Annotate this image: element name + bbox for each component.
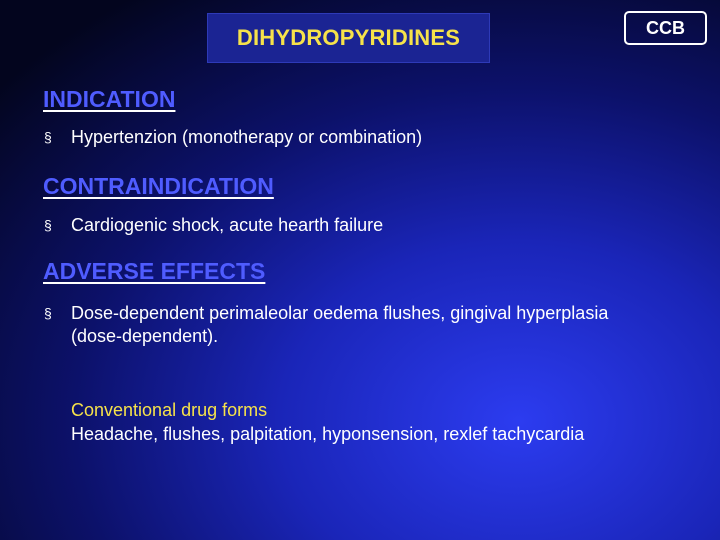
section-heading-contraindication: CONTRAINDICATION xyxy=(43,173,274,199)
square-bullet-icon: § xyxy=(44,305,52,321)
section-heading-indication: INDICATION xyxy=(43,86,176,112)
bullet-text: Hypertenzion (monotherapy or combination) xyxy=(71,127,423,147)
conventional-forms-text: Headache, flushes, palpitation, hyponsension, rexlef tachycardia xyxy=(71,424,585,445)
square-bullet-icon: § xyxy=(44,217,52,233)
bullet-item xyxy=(44,214,664,237)
slide-title: DIHYDROPYRIDINES xyxy=(207,13,490,63)
bullet-item xyxy=(44,302,644,349)
bullet-text: Dose-dependent perimaleolar oedema flushes, gingival hyperplasia (dose-dependent). xyxy=(71,303,609,347)
conventional-forms-block xyxy=(71,398,631,447)
ccb-badge: CCB xyxy=(624,11,707,45)
bullet-item xyxy=(44,126,664,149)
bullet-text: Cardiogenic shock, acute hearth failure xyxy=(71,215,384,235)
square-bullet-icon: § xyxy=(44,129,52,145)
conventional-forms-label: Conventional drug forms xyxy=(71,400,268,420)
section-heading-adverse-effects: ADVERSE EFFECTS xyxy=(43,258,266,284)
